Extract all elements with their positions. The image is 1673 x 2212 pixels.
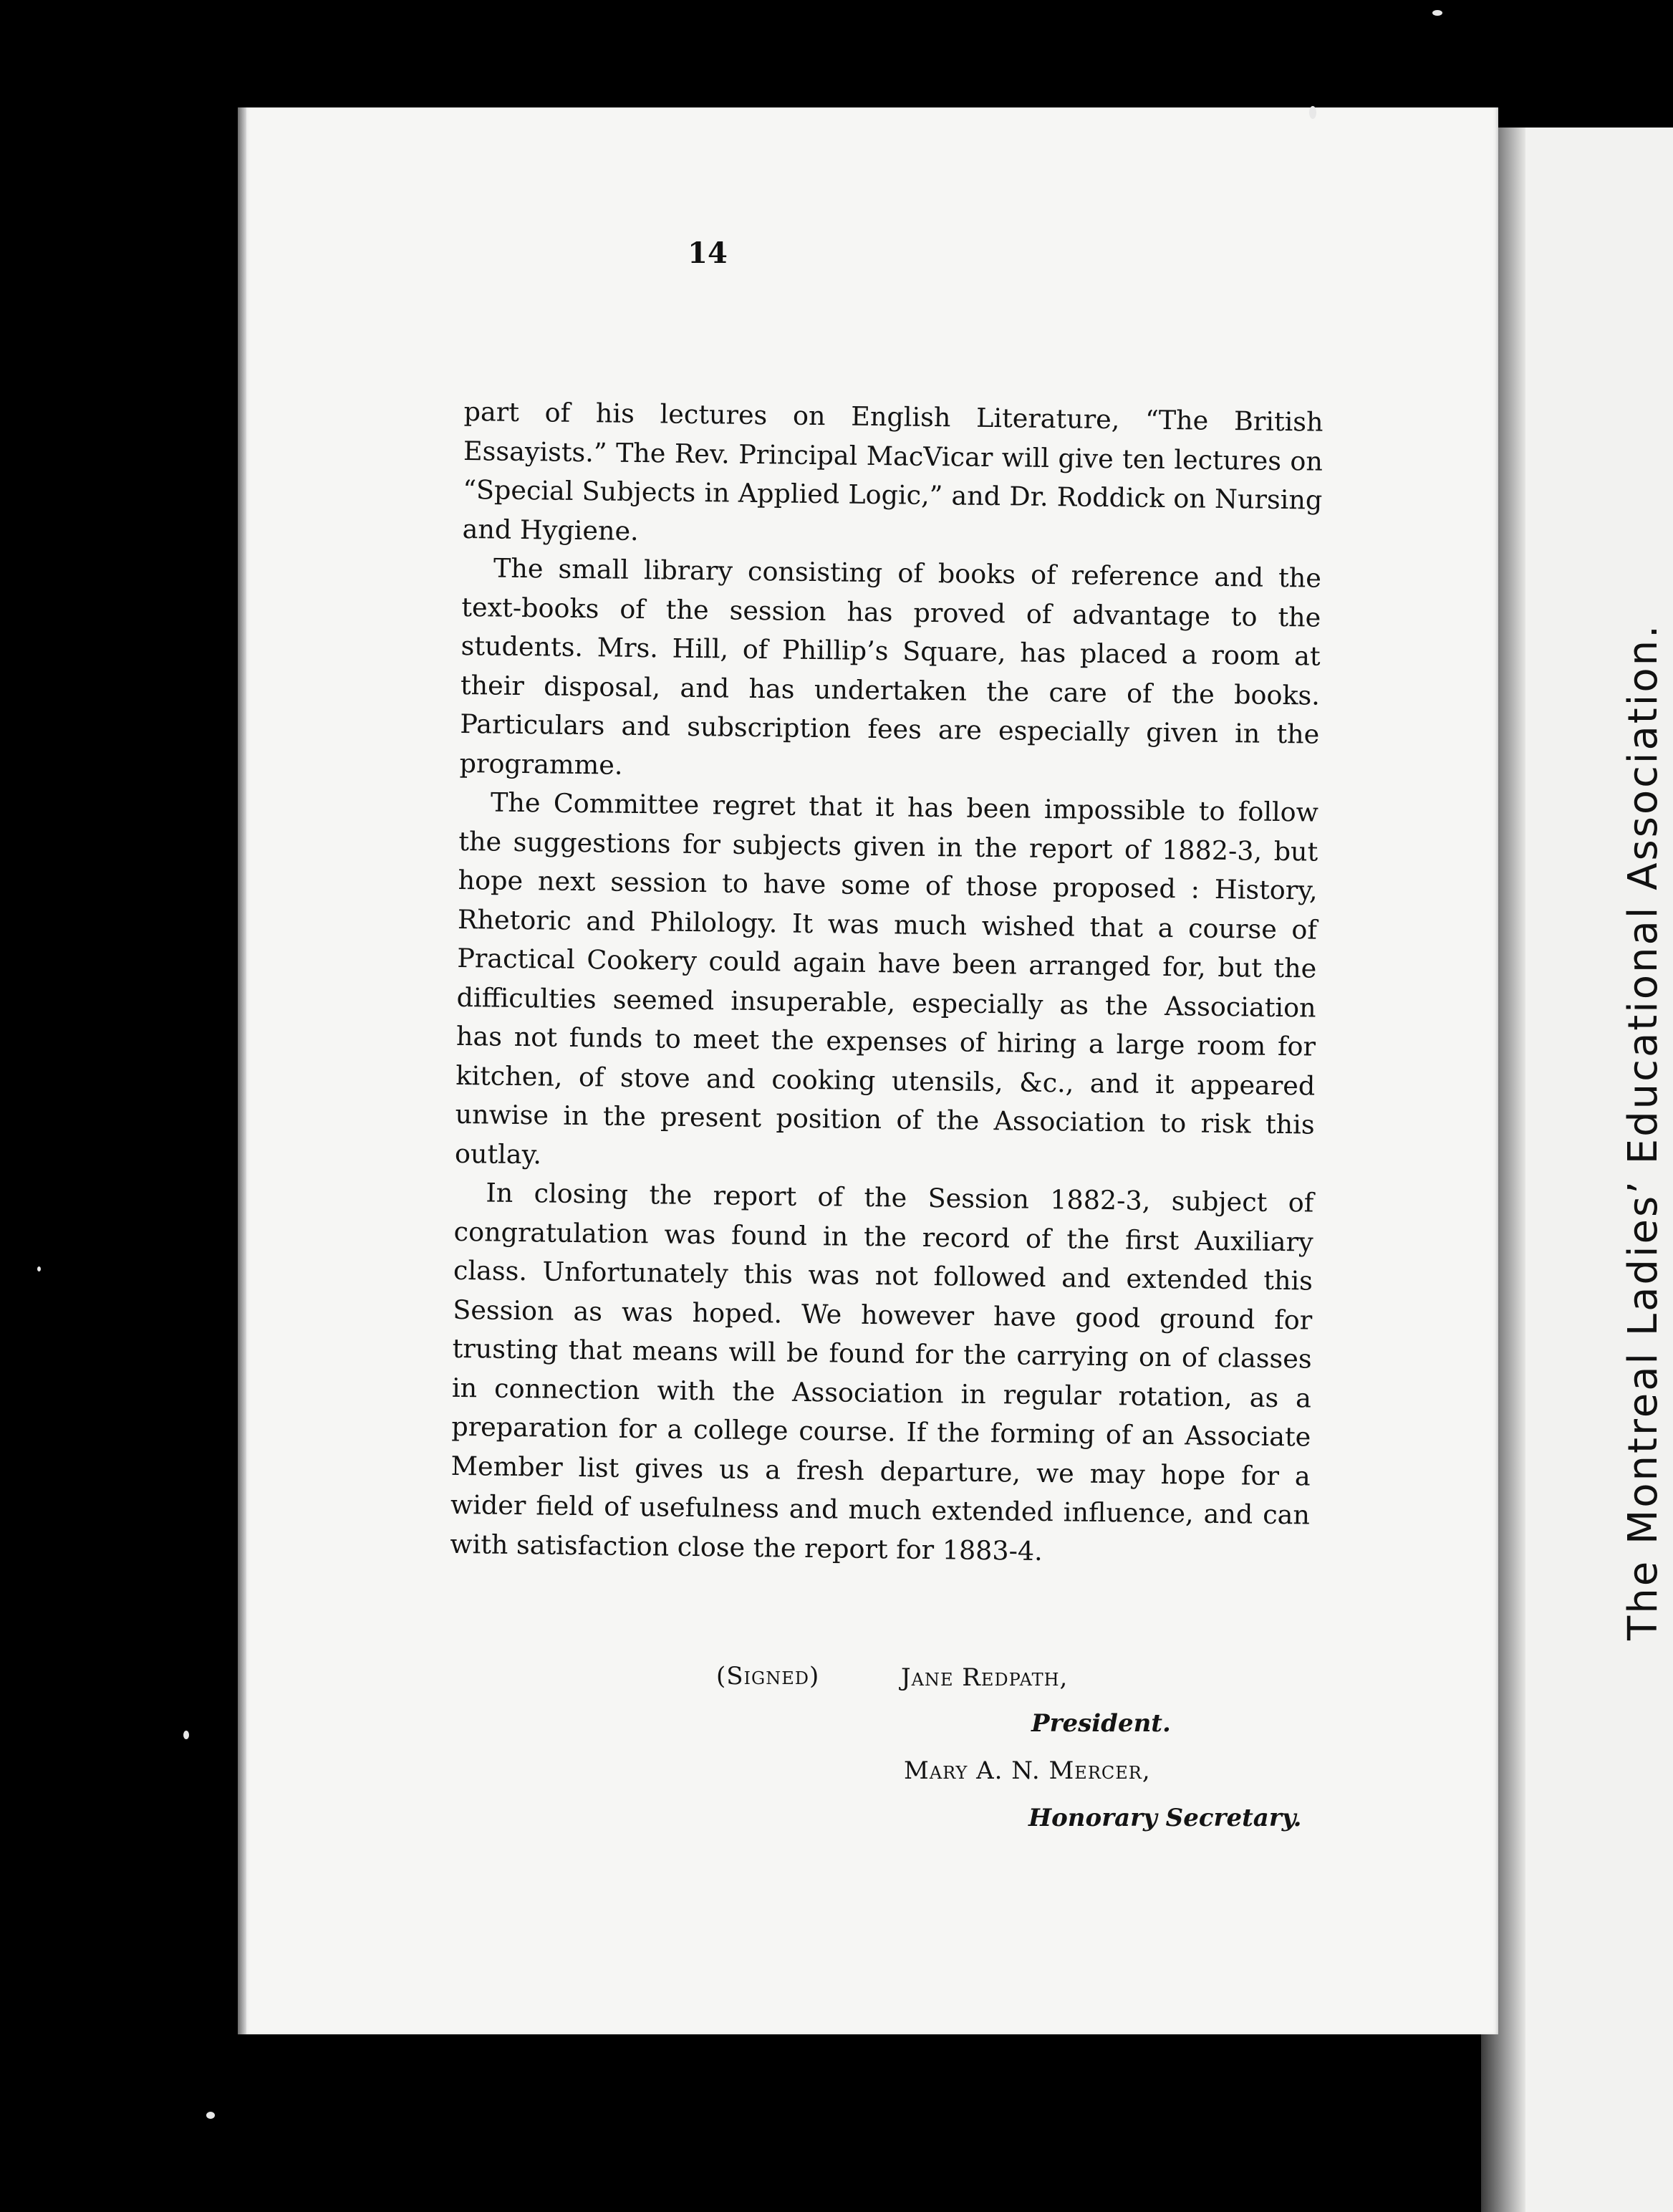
paragraph-1: part of his lectures on English Literature, “The British Essayists.” The Rev. Principal MacVicar will give ten lectures on “Special Subjects in Applied Logic,” and Dr. Roddick on Nursing and Hygiene. bbox=[462, 395, 1324, 547]
signed-label: (Signed) bbox=[716, 1662, 820, 1691]
secretary-title: Honorary Secretary. bbox=[1028, 1804, 1302, 1832]
scan-speck bbox=[1432, 10, 1442, 16]
report-body bbox=[450, 393, 1324, 1574]
paragraph-2: The small library consisting of books of reference and the text-books of the session has proved of advantage to the students. Mrs. Hill, of Phillip’s Square, has placed a room at their disposal, and has undertaken the care of the books. Particulars and subscription fees are especially given in the programme. bbox=[459, 552, 1322, 781]
paragraph-4: In closing the report of the Session 1882-3, subject of congratulation was found in the record of the first Auxiliary class. Unfortunately this was not followed and extended this Session as was hoped. We however have good ground for trusting that means will be found for the carrying on of classes in connection with the Association in regular rotation, as a preparation for a college course. If the forming of an Associate Member list gives us a fresh departure, we may hope for a wider field of usefulness and much extended influence, and can with satisfaction close the report for 1883-4. bbox=[450, 1177, 1314, 1567]
spine-title: The Montreal Ladies’ Educational Association. bbox=[1620, 623, 1667, 1640]
president-name: Jane Redpath, bbox=[901, 1663, 1069, 1692]
scan-speck bbox=[206, 2112, 215, 2119]
president-title: President. bbox=[1031, 1709, 1171, 1738]
scan-speck bbox=[1309, 106, 1316, 119]
secretary-name: Mary A. N. Mercer, bbox=[904, 1756, 1151, 1785]
scan-speck bbox=[37, 1266, 41, 1271]
paragraph-3: The Committee regret that it has been impossible to follow the suggestions for subjects given in the report of 1882-3, but hope next session to have some of those proposed : History, Rhetoric and Philology. It was much wished that a course of Practical Cookery could again have been arranged for, but the difficulties seemed insuperable, especially as the Association has not funds to meet the expenses of hiring a large room for kitchen, of stove and cooking utensils, &c., and it appeared unwise in the present position of the Association to risk this outlay. bbox=[454, 787, 1319, 1170]
page-number: 14 bbox=[688, 236, 728, 270]
scan-speck bbox=[183, 1731, 189, 1739]
